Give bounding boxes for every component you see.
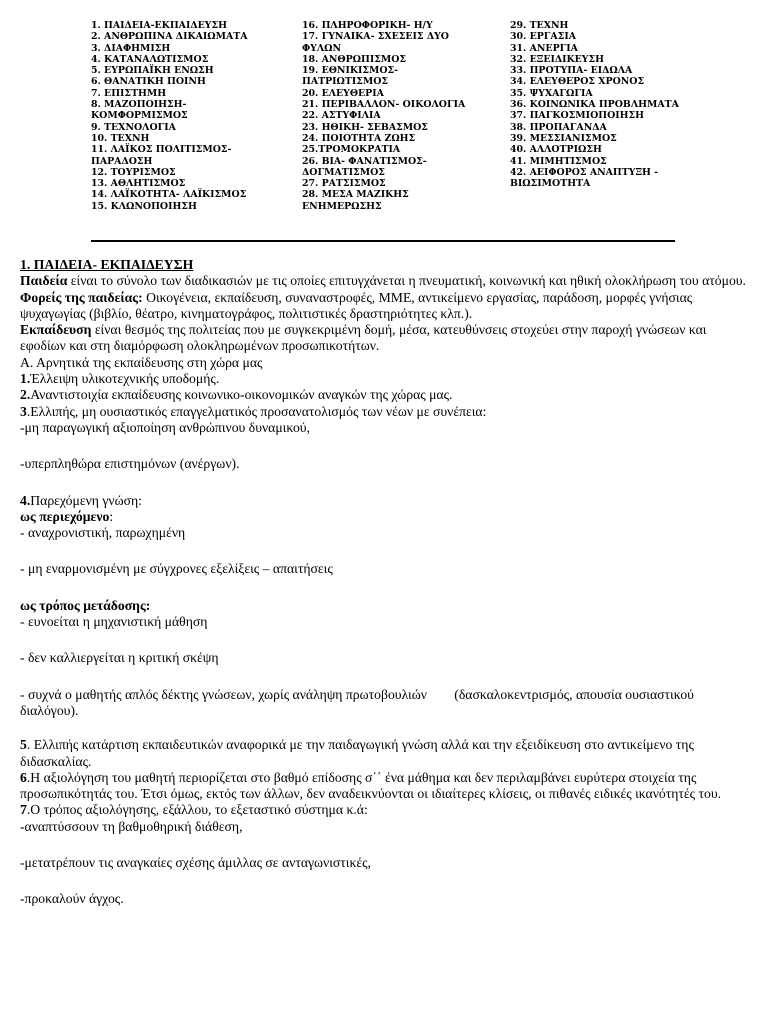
topic-item: ΕΝΗΜΕΡΩΣΗΣ (302, 200, 382, 212)
topic-item: 18. ΑΝΘΡΩΠΙΣΜΟΣ (302, 53, 407, 65)
paideia-definition (20, 273, 750, 289)
point-text: .Η αξιολόγηση του μαθητή περιορίζεται στο βαθμό επίδοσης σ΄΄ ένα μάθημα και δεν περιλαμβάνει ευρύτερα στοιχεία της προσωπικότητάς του. Έτσι όμως, εκτός των άλλων, δεν αναδεικνύονται οι ιδιαίτερες κλίσεις, οι πιθανές ειδικές ικανότητές του. (20, 769, 722, 802)
topic-column-1 (91, 20, 248, 212)
topic-item: 15. ΚΛΩΝΟΠΟΙΗΣΗ (91, 200, 197, 212)
topic-item: 11. ΛΑΪΚΟΣ ΠΟΛΙΤΙΣΜΟΣ- (91, 144, 232, 156)
point-text: Παρεχόμενη γνώση: (30, 492, 142, 508)
topic-index (91, 20, 679, 242)
dash-item: -μετατρέπουν τις αναγκαίες σχέσης άμιλλας σε ανταγωνιστικές, (20, 855, 371, 871)
topic-item: 40. ΑΛΛΟΤΡΙΩΣΗ (510, 144, 602, 156)
point-number: 6 (20, 769, 27, 785)
section-body (20, 257, 750, 908)
topic-item: 38. ΠΡΟΠΑΓΑΝΔΑ (510, 121, 607, 133)
paideia-term: Παιδεία (20, 273, 68, 289)
foreis-text: Οικογένεια, εκπαίδευση, συναναστροφές, ΜΜΕ, αντικείμενο εργασίας, παράδοση, μορφές γνήσιας ψυχαγωγίας (βιβλίο, θέατρο, κινηματογράφος, πολιτιστικές δραστηριότητες κλπ.). (20, 289, 693, 321)
topic-item: ΒΙΩΣΙΜΟΤΗΤΑ (510, 178, 591, 190)
topic-item: ΦΥΛΩΝ (302, 42, 342, 54)
topic-item: 9. ΤΕΧΝΟΛΟΓΙΑ (91, 121, 176, 133)
topic-item: 39. ΜΕΣΣΙΑΝΙΣΜΟΣ (510, 132, 617, 144)
topic-item: 24. ΠΟΙΟΤΗΤΑ ΖΩΗΣ (302, 132, 416, 144)
topic-item: 31. ΑΝΕΡΓΙΑ (510, 42, 578, 54)
ekpaideusi-text: είναι θεσμός της πολιτείας που με συγκεκριμένη δομή, μέσα, κατευθύνσεις στοχεύει στην παροχή γνώσεων και εφοδίων και στη διαμόρφωση ολοκληρωμένων προσωπικοτήτων. (20, 322, 707, 354)
topic-item: ΠΑΡΑΔΟΣΗ (91, 155, 153, 167)
topic-item: 14. ΛΑΪΚΟΤΗΤΑ- ΛΑΪΚΙΣΜΟΣ (91, 189, 247, 201)
dash-item: - αναχρονιστική, παρωχημένη (20, 525, 186, 541)
dash-item: - δεν καλλιεργείται η κριτική σκέψη (20, 650, 219, 666)
topic-item: 6. ΘΑΝΑΤΙΚΗ ΠΟΙΝΗ (91, 76, 206, 88)
foreis-paragraph (20, 290, 750, 323)
topic-item: 23. ΗΘΙΚΗ- ΣΕΒΑΣΜΟΣ (302, 121, 428, 133)
point-text: . Ελλιπής κατάρτιση εκπαιδευτικών αναφορικά με την παιδαγωγική γνώση αλλά και την εξειδίκευση στο αντικείμενο της διδασκαλίας. (20, 737, 694, 769)
topic-item: 22. ΑΣΤΥΦΙΛΙΑ (302, 110, 381, 122)
topic-column-2 (302, 20, 465, 212)
point-number: 5 (20, 737, 27, 753)
dash-item: -προκαλούν άγχος. (20, 891, 124, 907)
topic-item: 30. ΕΡΓΑΣΙΑ (510, 31, 576, 43)
topic-item: 21. ΠΕΡΙΒΑΛΛΟΝ- ΟΙΚΟΛΟΓΙΑ (302, 99, 466, 111)
topic-item: 1. ΠΑΙΔΕΙΑ-ΕΚΠΑΙΔΕΥΣΗ (91, 20, 227, 31)
point-number: 7 (20, 802, 27, 818)
topic-item: 29. ΤΕΧΝΗ (510, 20, 569, 31)
topic-item: 41. ΜΙΜΗΤΙΣΜΟΣ (510, 155, 607, 167)
topic-column-3 (510, 20, 679, 189)
topic-item: 36. ΚΟΙΝΩΝΙΚΑ ΠΡΟΒΛΗΜΑΤΑ (510, 99, 679, 111)
section-title: 1. ΠΑΙΔΕΙΑ- ΕΚΠΑΙΔΕΥΣΗ (20, 257, 194, 272)
subheading-a: Α. Αρνητικά της εκπαίδευσης στη χώρα μας (20, 354, 263, 370)
topic-item: 26. ΒΙΑ- ΦΑΝΑΤΙΣΜΟΣ- (302, 155, 427, 167)
topic-item: 16. ΠΛΗΡΟΦΟΡΙΚΗ- Η/Υ (302, 20, 433, 31)
point-3 (20, 404, 750, 420)
topic-item: 35. ΨΥΧΑΓΩΓΙΑ (510, 87, 593, 99)
point-number: 4. (20, 492, 31, 508)
topic-item: 32. ΕΞΕΙΔΙΚΕΥΣΗ (510, 53, 604, 65)
topic-item: 42. ΑΕΙΦΟΡΟΣ ΑΝΑΠΤΥΞΗ - (510, 166, 659, 178)
topic-item: 27. ΡΑΤΣΙΣΜΟΣ (302, 178, 386, 190)
point-text: Αναντιστοιχία εκπαίδευσης κοινωνικο-οικονομικών αναγκών της χώρας μας. (30, 387, 453, 403)
topic-item: 7. ΕΠΙΣΤΗΜΗ (91, 87, 167, 99)
topic-item: 5. ΕΥΡΩΠΑΪΚΗ ΕΝΩΣΗ (91, 65, 214, 77)
point-7 (20, 802, 750, 818)
topic-item: 25.ΤΡΟΜΟΚΡΑΤΙΑ (302, 144, 401, 156)
topic-item: 8. ΜΑΖΟΠΟΙΗΣΗ- (91, 99, 187, 111)
paideia-text: είναι το σύνολο των διαδικασιών με τις οποίες επιτυγχάνεται η πνευματική, κοινωνική και ηθική ολοκλήρωση του ατόμου. (67, 273, 746, 289)
topic-item: 10. ΤΕΧΝΗ (91, 132, 150, 144)
dash-item: - ευνοείται η μηχανιστική μάθηση (20, 614, 208, 630)
point-number: 3 (20, 403, 27, 419)
point-number: 1. (20, 371, 31, 387)
dash-item: -υπερπληθώρα επιστημόνων (ανέργων). (20, 456, 240, 472)
method-heading: ως τρόπος μετάδοσης: (20, 597, 151, 613)
topic-item: ΚΟΜΦΟΡΜΙΣΜΟΣ (91, 110, 188, 122)
point-1 (20, 371, 750, 387)
topic-item: 17. ΓΥΝΑΙΚΑ- ΣΧΕΣΕΙΣ ΔΥΟ (302, 31, 449, 43)
ekpaideusi-definition (20, 322, 750, 355)
point-text: .Ελλιπής, μη ουσιαστικός επαγγελματικός προσανατολισμός των νέων με συνέπεια: (26, 403, 487, 419)
ekpaideusi-term: Εκπαίδευση (20, 322, 92, 338)
topic-item: 19. ΕΘΝΙΚΙΣΜΟΣ- (302, 65, 399, 77)
topic-item: 28. ΜΕΣΑ ΜΑΖΙΚΗΣ (302, 189, 409, 201)
topic-item: 37. ΠΑΓΚΟΣΜΙΟΠΟΙΗΣΗ (510, 110, 644, 122)
dash-item: -μη παραγωγική αξιοποίηση ανθρώπινου δυναμικού, (20, 419, 311, 435)
topic-item: 2. ΑΝΘΡΩΠΙΝΑ ΔΙΚΑΙΩΜΑΤΑ (91, 31, 248, 43)
dash-item: -αναπτύσσουν τη βαθμοθηρική διάθεση, (20, 818, 243, 834)
dash-item: - μη εναρμονισμένη με σύγχρονες εξελίξεις – απαιτήσεις (20, 561, 333, 577)
point-2 (20, 387, 750, 403)
point-text: Έλλειψη υλικοτεχνικής υποδομής. (30, 371, 220, 387)
topic-item: 13. ΑΘΛΗΤΙΣΜΟΣ (91, 178, 186, 190)
topic-item: 20. ΕΛΕΥΘΕΡΙΑ (302, 87, 384, 99)
point-5 (20, 737, 750, 770)
topic-item: 3. ΔΙΑΦΗΜΙΣΗ (91, 42, 171, 54)
point-text: .Ο τρόπος αξιολόγησης, εξάλλου, το εξεταστικό σύστημα κ.ά: (26, 802, 368, 818)
topic-item: ΔΟΓΜΑΤΙΣΜΟΣ (302, 166, 385, 178)
foreis-term: Φορείς της παιδείας: (20, 289, 143, 305)
point-number: 2. (20, 387, 31, 403)
topic-item: 12. ΤΟΥΡΙΣΜΟΣ (91, 166, 176, 178)
point-4 (20, 493, 750, 509)
dash-item: - συχνά ο μαθητής απλός δέκτης γνώσεων, χωρίς ανάληψη πρωτοβουλιών (δασκαλοκεντρισμός, απουσία ουσιαστικού διαλόγου). (20, 686, 698, 718)
topic-item: 4. ΚΑΤΑΝΑΛΩΤΙΣΜΟΣ (91, 53, 209, 65)
content-heading: ως περιεχόμενο: (20, 508, 114, 524)
point-6 (20, 770, 750, 803)
topic-item: ΠΑΤΡΙΩΤΙΣΜΟΣ (302, 76, 389, 88)
topic-item: 33. ΠΡΟΤΥΠΑ- ΕΙΔΩΛΑ (510, 65, 633, 77)
topic-item: 34. ΕΛΕΥΘΕΡΟΣ ΧΡΟΝΟΣ (510, 76, 645, 88)
